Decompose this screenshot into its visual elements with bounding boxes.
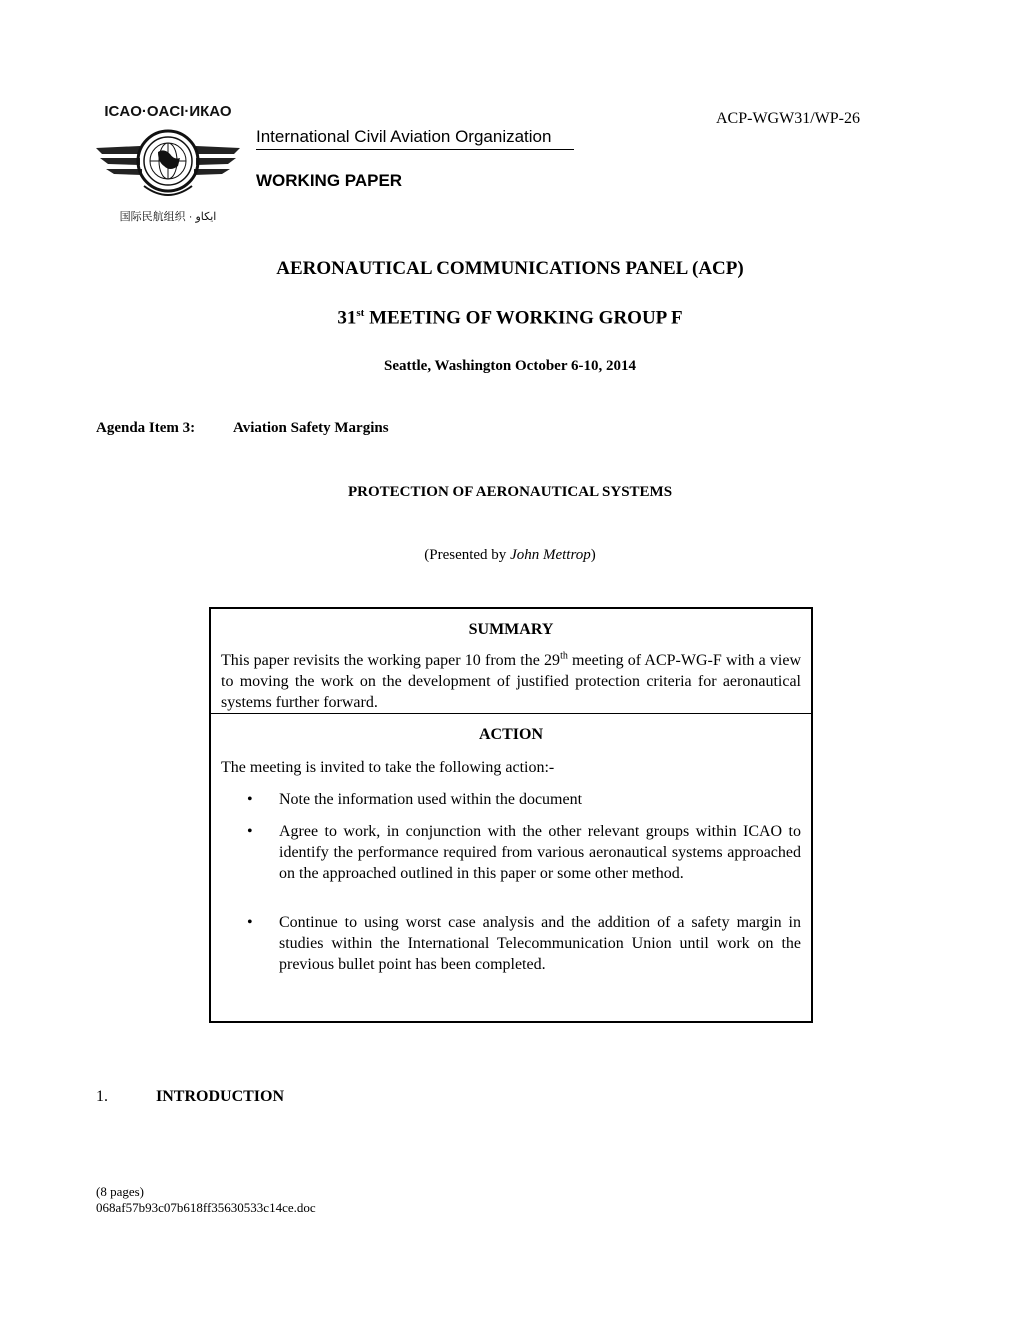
file-name: 068af57b93c07b618ff35630533c14ce.doc bbox=[96, 1200, 316, 1215]
meeting-title: 31st MEETING OF WORKING GROUP F bbox=[337, 307, 683, 329]
paper-type: WORKING PAPER bbox=[256, 171, 403, 190]
section-heading: 1. INTRODUCTION bbox=[96, 1088, 285, 1105]
action-bullet: • Note the information used within the document bbox=[247, 791, 583, 808]
action-intro: The meeting is invited to take the following action:- bbox=[221, 759, 555, 776]
presenter-name: John Mettrop bbox=[510, 547, 591, 563]
document-number: ACP-WGW31/WP-26 bbox=[716, 110, 860, 127]
action-bullet: • Agree to work, in conjunction with the other relevant groups within ICAO to identify the performance required from various aeronautical systems approached on the approached outlined in this paper or some other method. bbox=[247, 823, 801, 882]
page-count: (8 pages) bbox=[96, 1184, 145, 1199]
presented-by: (Presented by John Mettrop) bbox=[424, 547, 596, 563]
summary-text: This paper revisits the working paper 10 from the 29th meeting of ACP-WG-F with a view to moving the work on the development of justified protection criteria for aeronautical systems further forward. bbox=[221, 650, 802, 711]
icao-logo bbox=[92, 96, 244, 226]
paper-title: PROTECTION OF AERONAUTICAL SYSTEMS bbox=[347, 484, 673, 500]
svg-text:国际民航组织 · ايكاو: 国际民航组织 · ايكاو bbox=[119, 211, 217, 223]
organization-name: International Civil Aviation Organization bbox=[256, 127, 574, 150]
meeting-location: Seattle, Washington October 6-10, 2014 bbox=[384, 358, 636, 374]
agenda-item bbox=[96, 420, 389, 437]
summary-action-box bbox=[209, 607, 813, 1023]
panel-title: AERONAUTICAL COMMUNICATIONS PANEL (ACP) bbox=[276, 258, 744, 279]
action-bullet: • Continue to using worst case analysis and the addition of a safety margin in studies within the International Telecommunication Union until work on the previous bullet point has been completed. bbox=[247, 914, 801, 973]
footer bbox=[96, 1184, 316, 1216]
summary-heading: SUMMARY bbox=[468, 621, 554, 638]
box-divider bbox=[211, 713, 811, 714]
logo-text: ICAO·OACI·ИКАО bbox=[104, 103, 232, 120]
agenda-label: Agenda Item 3: bbox=[96, 420, 196, 436]
agenda-value: Aviation Safety Margins bbox=[233, 420, 389, 436]
action-heading: ACTION bbox=[478, 726, 543, 743]
